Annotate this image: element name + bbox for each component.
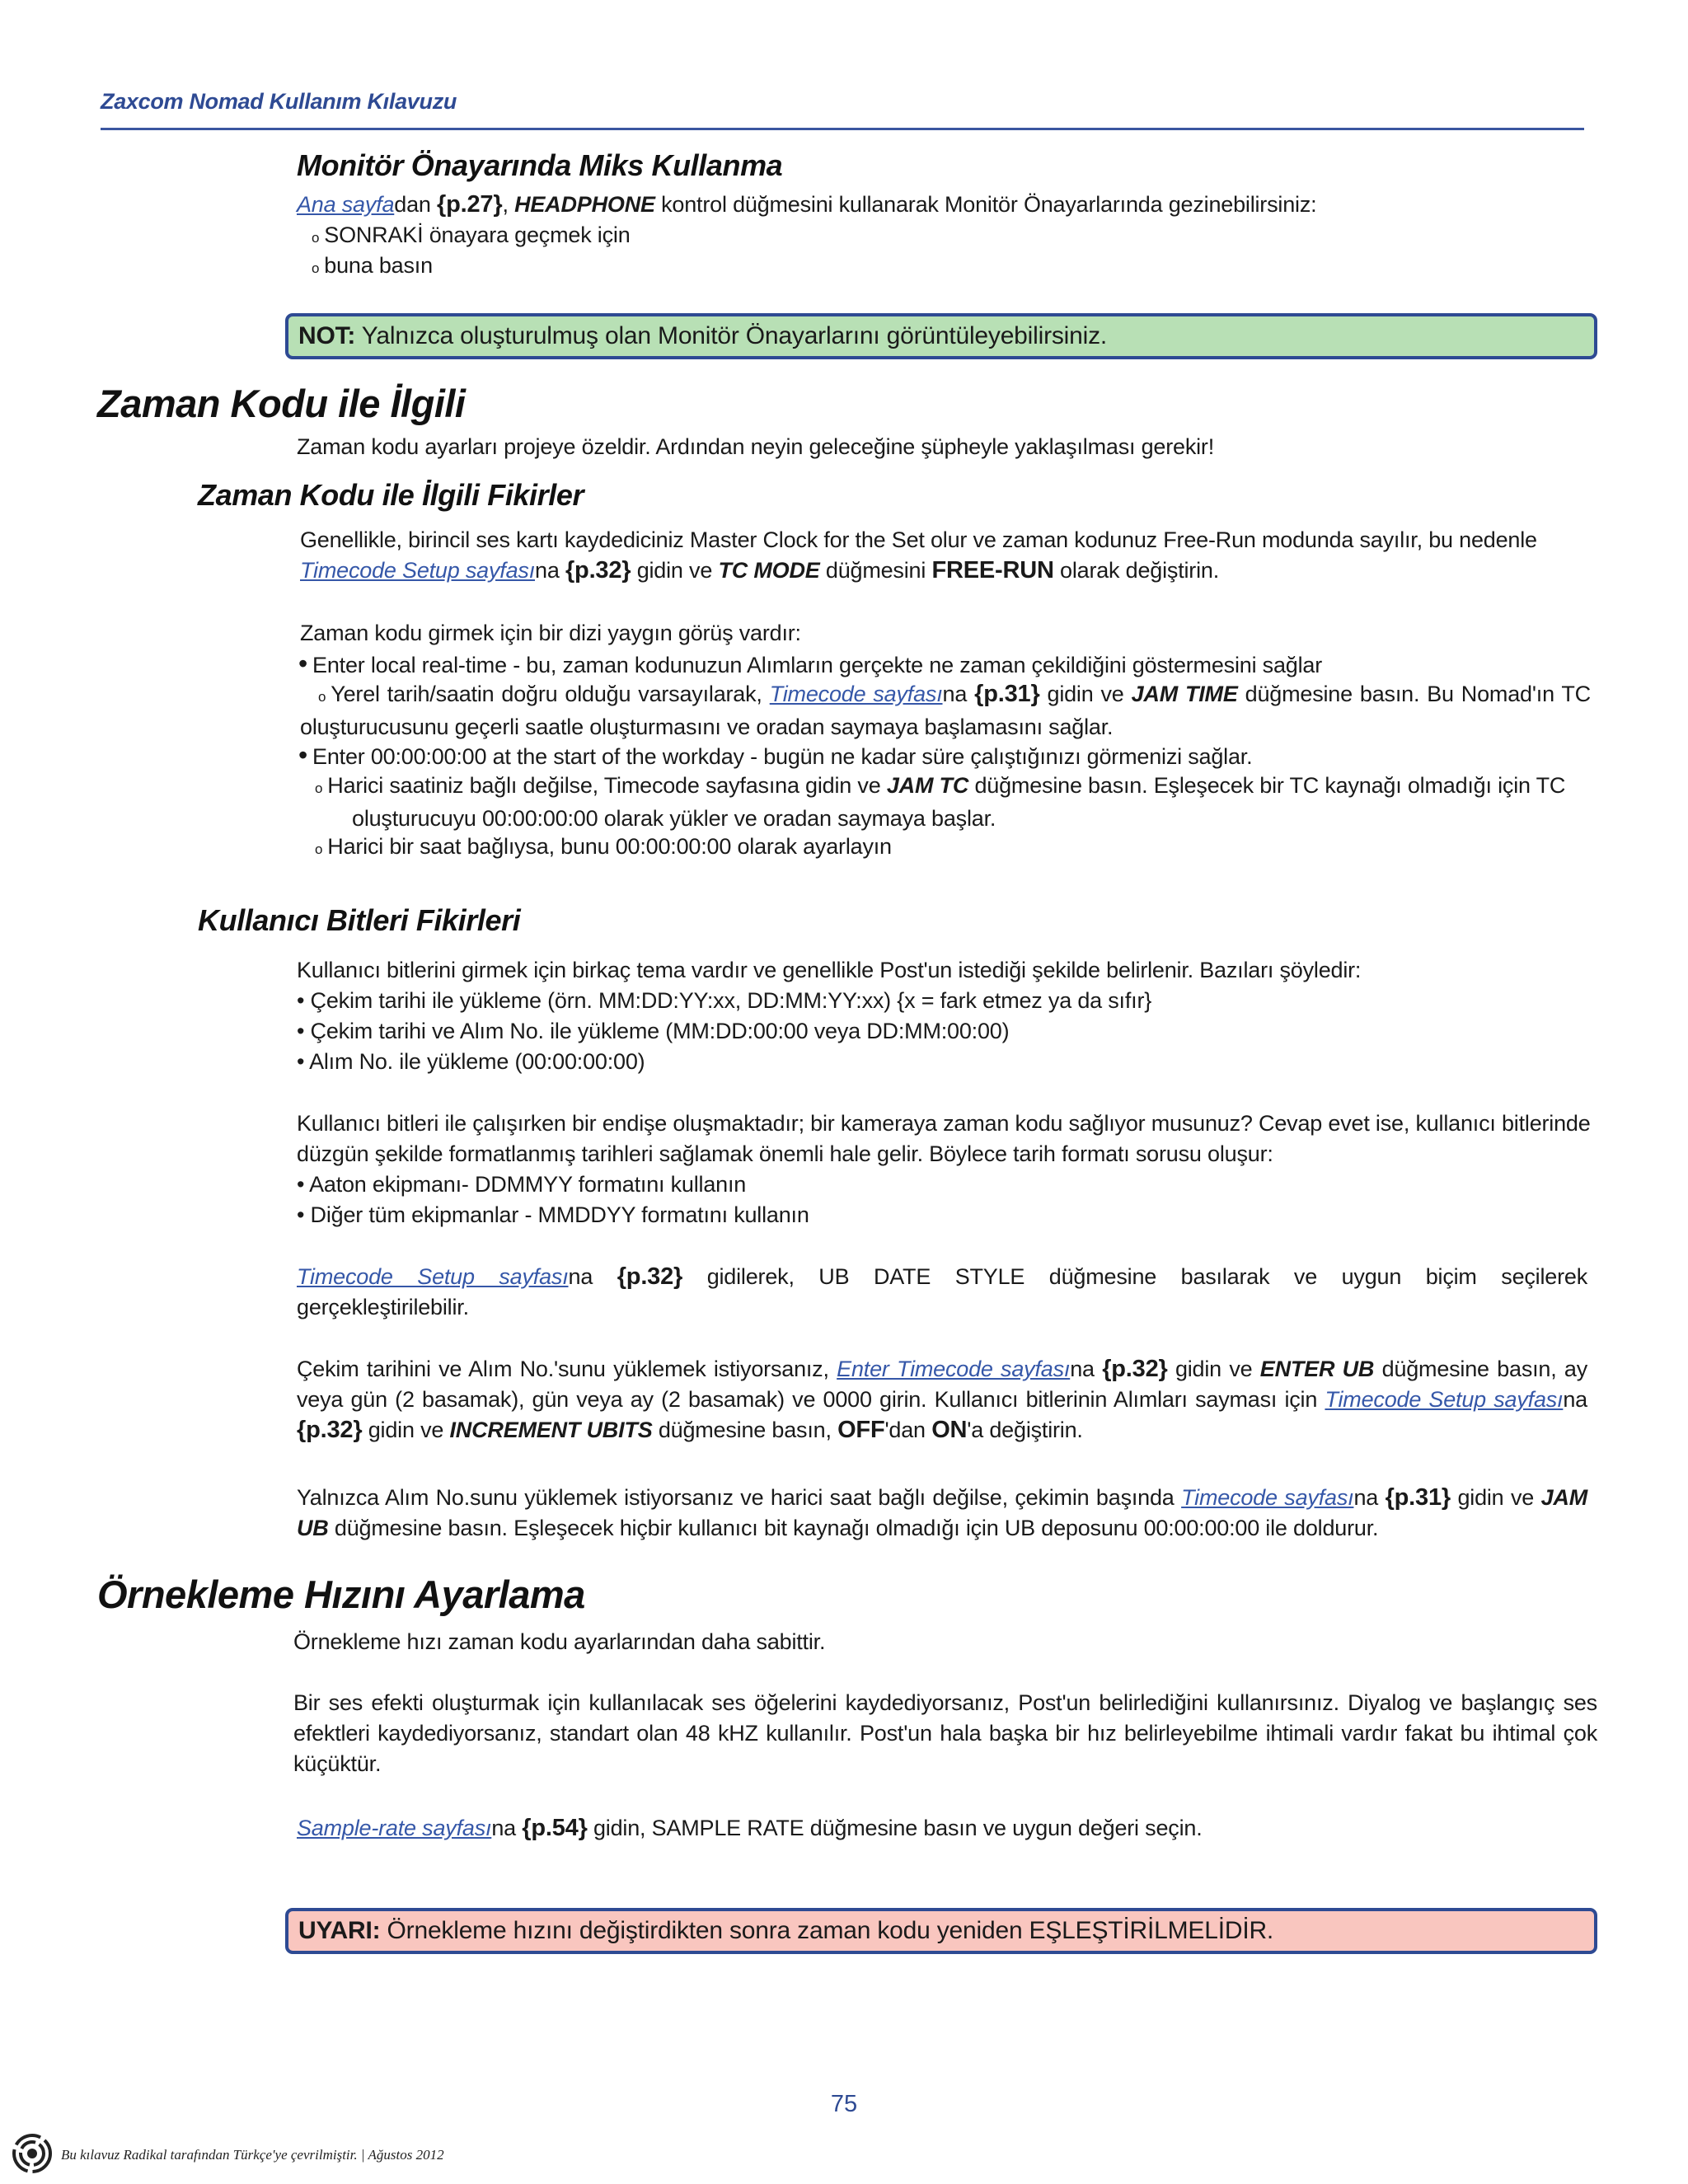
list-item: o buna basın: [312, 253, 433, 278]
page-ref: {p.31}: [1385, 1484, 1451, 1511]
list-item: o SONRAKİ önayara geçmek için: [312, 223, 631, 247]
warning-label: UYARI:: [298, 1917, 381, 1944]
list-item: • Diğer tüm ekipmanlar - MMDDYY formatını kullanın: [297, 1202, 809, 1227]
bullet-icon: o: [312, 260, 320, 276]
timecode-section-title: Zaman Kodu ile İlgili: [97, 382, 466, 425]
timecode-setup-link[interactable]: Timecode Setup sayfası: [1325, 1387, 1564, 1412]
list-item: • Alım No. ile yükleme (00:00:00:00): [297, 1049, 645, 1074]
sample-rate-link[interactable]: Sample-rate sayfası: [297, 1816, 492, 1840]
control-name: JAM UB: [297, 1485, 1587, 1540]
mode-value: FREE-RUN: [931, 557, 1054, 583]
control-name: TC MODE: [718, 558, 820, 583]
timecode-ideas-paragraph: Genellikle, birincil ses kartı kaydediciniz Master Clock for the Set olur ve zaman kodunuz Free-Run modunda sayılır, bu nedenle Timecode Setup sayfasına {p.32} gidin ve TC MODE düğmesini FREE-RUN olarak değiştirin.: [300, 527, 1537, 583]
list-item: • Çekim tarihi ile yükleme (örn. MM:DD:YY:xx, DD:MM:YY:xx) {x = fark etmez ya da sıfır}: [297, 988, 1152, 1013]
page-ref: {p.32}: [617, 1263, 683, 1290]
header-divider: [101, 128, 1584, 130]
samplerate-section-title: Örnekleme Hızını Ayarlama: [97, 1572, 585, 1616]
page-ref: {p.32}: [1102, 1356, 1168, 1382]
timecode-views-intro: Zaman kodu girmek için bir dizi yaygın görüş vardır:: [300, 621, 801, 645]
page-ref: {p.32}: [297, 1417, 363, 1443]
bullet-icon: o: [318, 689, 326, 705]
note-text: Yalnızca oluşturulmuş olan Monitör Önayarlarını görüntüleyebilirsiniz.: [361, 322, 1108, 349]
userbits-concern-paragraph: Kullanıcı bitleri ile çalışırken bir endişe oluşmaktadır; bir kameraya zaman kodu sağlıyor musunuz? Cevap evet ise, kullanıcı bitlerinde düzgün şekilde formatlanmış tarihleri sağlamak önemli hale gelir. Böylece tarih formatı sorusu oluşur:: [297, 1111, 1591, 1166]
list-item: • Çekim tarihi ve Alım No. ile yükleme (MM:DD:00:00 veya DD:MM:00:00): [297, 1019, 1010, 1043]
userbits-date-style-paragraph: Timecode Setup sayfasına {p.32} gidilerek, UB DATE STYLE düğmesine basılarak ve uygun biçim seçilerek gerçekleştirilebilir.: [297, 1263, 1588, 1319]
page-ref: {p.32}: [565, 557, 631, 583]
samplerate-intro: Örnekleme hızı zaman kodu ayarlarından daha sabittir.: [293, 1629, 826, 1654]
bullet-icon: o: [312, 230, 320, 246]
bullet-icon: •: [298, 649, 308, 678]
page-number: 75: [830, 2091, 858, 2117]
control-name: ENTER UB: [1259, 1357, 1375, 1381]
warning-box: [285, 1908, 1597, 1954]
userbits-enter-ub-paragraph: Çekim tarihini ve Alım No.'sunu yüklemek istiyorsanız, Enter Timecode sayfasına {p.32} gidin ve ENTER UB düğmesine basın, ay veya gün (2 basamak), gün veya ay (2 basamak) ve 0000 girin. Kullanıcı bitlerinin Alımları sayması için Timecode Setup sayfasına {p.32} gidin ve INCREMENT UBITS düğmesine basın, OFF'dan ON'a değiştirin.: [297, 1356, 1588, 1443]
control-name: INCREMENT UBITS: [449, 1418, 653, 1442]
timecode-setup-link[interactable]: Timecode Setup sayfası: [300, 558, 536, 583]
userbits-title: Kullanıcı Bitleri Fikirleri: [198, 903, 521, 937]
bullet-icon: •: [298, 740, 308, 770]
list-item: • Aaton ekipmanı- DDMMYY formatını kullanın: [297, 1172, 747, 1197]
timecode-intro: Zaman kodu ayarları projeye özeldir. Ardından neyin geleceğine şüpheyle yaklaşılması gerekir!: [297, 434, 1215, 459]
page-ref: {p.31}: [974, 681, 1040, 707]
page-ref: {p.54}: [522, 1815, 588, 1841]
timecode-ideas-title: Zaman Kodu ile İlgili Fikirler: [198, 478, 584, 512]
samplerate-instruction: Sample-rate sayfasına {p.54} gidin, SAMPLE RATE düğmesine basın ve uygun değeri seçin.: [297, 1815, 1203, 1841]
on-value: ON: [931, 1417, 968, 1443]
list-item: o Harici bir saat bağlıysa, bunu 00:00:00:00 olarak ayarlayın: [315, 834, 892, 859]
samplerate-explanation: Bir ses efekti oluşturmak için kullanılacak ses öğelerini kaydediyorsanız, Post'un belirlediğini kullanırsınız. Diyalog ve başlangıç ses efektleri kaydediyorsanız, standart olan 48 kHZ kullanılır. Post'un hala başka bir hız belirleyebilme ihtimali vardır fakat bu ihtimal çok küçüktür.: [293, 1690, 1597, 1776]
timecode-page-link[interactable]: Timecode sayfası: [769, 682, 943, 706]
control-name: JAM TC: [886, 773, 969, 798]
note-box: [285, 313, 1597, 359]
list-item: o Yerel tarih/saatin doğru olduğu varsayılarak, Timecode sayfasına {p.31} gidin ve JAM TIME düğmesine basın. Bu Nomad'ın TC oluşturucusunu geçerli saatle oluşturmasını ve oradan saymaya başlamasını sağlar.: [300, 681, 1591, 739]
list-item: o Harici saatiniz bağlı değilse, Timecode sayfasına gidin ve JAM TC düğmesine basın. Eşleşecek bir TC kaynağı olmadığı için TC oluşturucuyu 00:00:00:00 olarak yükler ve oradan saymaya başlar.: [315, 773, 1566, 831]
radikal-logo-icon: [12, 2133, 53, 2174]
monitor-section-title: Monitör Önayarında Miks Kullanma: [297, 148, 783, 182]
bullet-icon: o: [315, 841, 323, 857]
timecode-page-link[interactable]: Timecode sayfası: [1181, 1485, 1354, 1510]
userbits-intro: Kullanıcı bitlerini girmek için birkaç tema vardır ve genellikle Post'un istediği şekilde belirlenir. Bazıları şöyledir:: [297, 958, 1362, 982]
timecode-setup-link[interactable]: Timecode Setup sayfası: [297, 1264, 569, 1289]
page-ref: {p.27}: [437, 191, 503, 218]
control-name: JAM TIME: [1131, 682, 1238, 706]
enter-timecode-link[interactable]: Enter Timecode sayfası: [837, 1357, 1071, 1381]
bullet-icon: o: [315, 780, 323, 796]
monitor-intro: Ana sayfadan {p.27}, HEADPHONE kontrol düğmesini kullanarak Monitör Önayarlarında gezinebilirsiniz:: [297, 191, 1317, 218]
ana-sayfa-link[interactable]: Ana sayfa: [297, 192, 395, 217]
userbits-jam-ub-paragraph: Yalnızca Alım No.sunu yüklemek istiyorsanız ve harici saat bağlı değilse, çekimin başında Timecode sayfasına {p.31} gidin ve JAM UB düğmesine basın. Eşleşecek hiçbir kullanıcı bit kaynağı olmadığı için UB deposunu 00:00:00:00 ile doldurur.: [297, 1484, 1587, 1540]
note-label: NOT:: [298, 322, 356, 349]
document-header-title: Zaxcom Nomad Kullanım Kılavuzu: [101, 89, 457, 114]
warning-text: Örnekleme hızını değiştirdikten sonra zaman kodu yeniden EŞLEŞTİRİLMELİDİR.: [387, 1917, 1274, 1944]
control-name: HEADPHONE: [514, 192, 655, 217]
off-value: OFF: [837, 1417, 885, 1443]
translation-credit: Bu kılavuz Radikal tarafından Türkçe'ye çevrilmiştir. | Ağustos 2012: [61, 2147, 444, 2163]
list-item: • Enter 00:00:00:00 at the start of the workday - bugün ne kadar süre çalıştığınızı görmenizi sağlar.: [298, 740, 1253, 770]
list-item: • Enter local real-time - bu, zaman kodunuzun Alımların gerçekte ne zaman çekildiğini göstermesini sağlar: [298, 649, 1323, 678]
